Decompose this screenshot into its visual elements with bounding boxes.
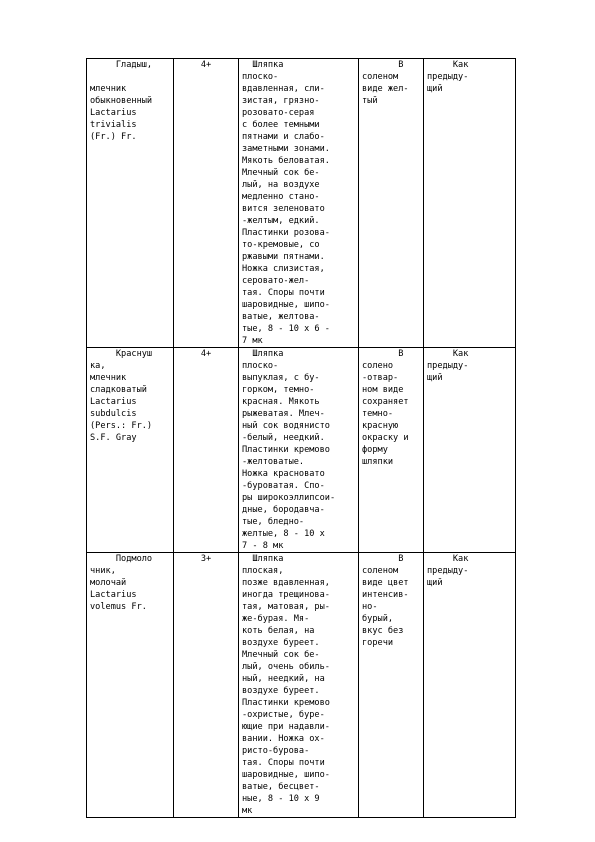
salted-cell <box>359 348 424 553</box>
species-name: Краснуш ка, млечник сладковатый Lactarius subdulcis (Pers.: Fr.) S.F. Gray <box>90 349 153 443</box>
note-cell <box>424 348 516 553</box>
description-cell <box>239 553 359 818</box>
species-name-cell <box>87 553 174 818</box>
edibility-grade: 4+ <box>200 60 212 70</box>
note-text: Как предыду- щий <box>427 60 469 94</box>
description-text: Шляпка плоско- выпуклая, с бу- горком, темно- красная. Мякоть рыжеватая. Млеч- ный сок водянисто -белый, неедкий. Пластинки кремово -желтоватые. Ножка красновато -буроватая. Спо- ры широкоэллипсои- дные, бородавча- тые, бледно- желтые, 8 - 10 х 7 - 8 мк <box>242 349 336 551</box>
grade-cell <box>174 553 239 818</box>
description-cell <box>239 59 359 348</box>
edibility-grade: 3+ <box>200 554 212 564</box>
description-cell <box>239 348 359 553</box>
species-name: Подмоло чник, молочай Lactarius volemus Fr. <box>90 554 153 612</box>
table-row <box>87 59 516 348</box>
description-text: Шляпка плоская, позже вдавленная, иногда трещинова- тая, матовая, ры- же-бурая. Мя- коть белая, на воздухе буреет. Млечный сок бе- лый, очень обиль- ный, неедкий, на воздухе буреет. Пластинки кремово -охристые, буре- ющие при надавли- вании. Ножка ох- ристо-бурова- тая. Споры почти шаровидные, шипо- ватые, бесцвет- ные, 8 - 10 х 9 мк <box>242 554 330 816</box>
grade-cell <box>174 348 239 553</box>
note-text: Как предыду- щий <box>427 554 469 588</box>
table-row <box>87 553 516 818</box>
species-name: Гладыш, млечник обыкновенный Lactarius trivialis (Fr.) Fr. <box>90 60 153 142</box>
grade-cell <box>174 59 239 348</box>
mushroom-table <box>86 58 516 818</box>
salted-cell <box>359 553 424 818</box>
species-name-cell <box>87 348 174 553</box>
note-text: Как предыду- щий <box>427 349 469 383</box>
note-cell <box>424 553 516 818</box>
edibility-grade: 4+ <box>200 349 212 359</box>
table-row <box>87 348 516 553</box>
salted-cell <box>359 59 424 348</box>
note-cell <box>424 59 516 348</box>
species-name-cell <box>87 59 174 348</box>
salted-text: В соленом виде цвет интенсив- но- бурый, вкус без горечи <box>362 554 409 648</box>
salted-text: В соленом виде жел- тый <box>362 60 409 106</box>
description-text: Шляпка плоско- вдавленная, сли- зистая, грязно- розовато-серая с более темными пятнами и слабо- заметными зонами. Мякоть беловатая. Млечный сок бе- лый, на воздухе медленно стано- вится зеленовато -желтым, едкий. Пластинки розова- то-кремовые, со ржавыми пятнами. Ножка слизистая, серовато-жел- тая. Споры почти шаровидные, шипо- ватые, желтова- тые, 8 - 10 х 6 - 7 мк <box>242 60 330 346</box>
salted-text: В солено -отвар- ном виде сохраняет темно- красную окраску и форму шляпки <box>362 349 409 467</box>
